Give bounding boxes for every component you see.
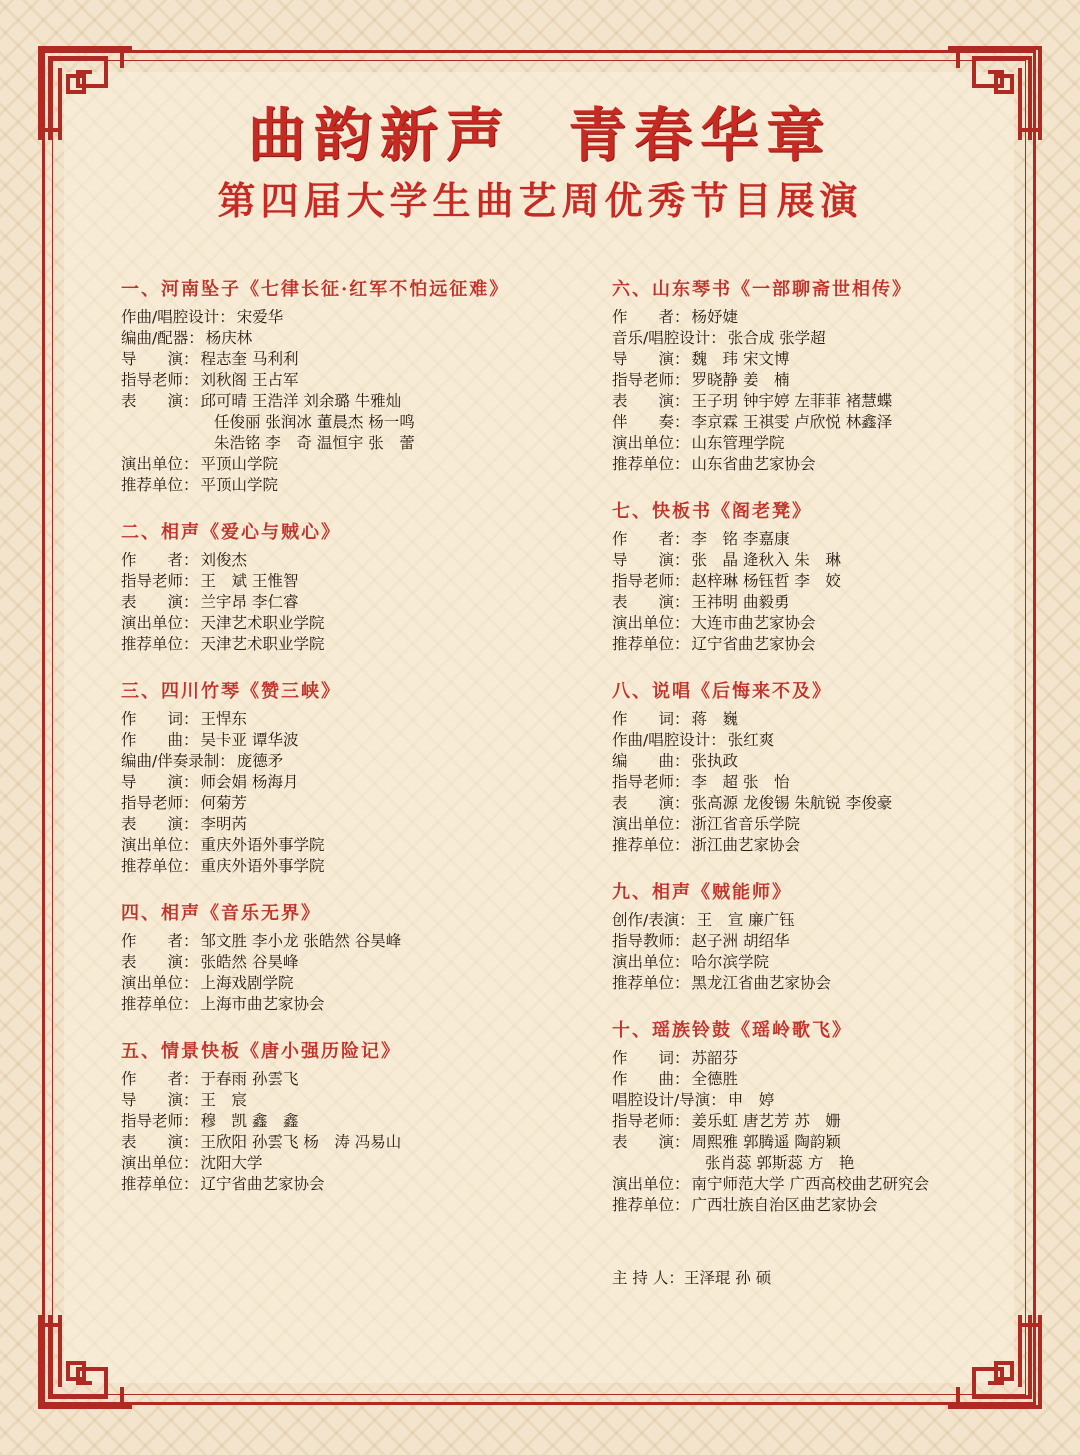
credit-value: 辽宁省曲艺家协会 — [691, 635, 816, 653]
program-block — [612, 678, 1042, 856]
credit-value: 浙江曲艺家协会 — [691, 836, 801, 854]
credit-value: 南宁师范大学 广西高校曲艺研究会 — [691, 1175, 929, 1193]
program-heading: 十、瑶族铃鼓《瑶岭歌飞》 — [612, 1020, 852, 1041]
credit-label: 推荐单位： — [121, 476, 199, 494]
poster-subtitle: 第四届大学生曲艺周优秀节目展演 — [217, 179, 863, 223]
credit-row — [121, 550, 551, 571]
credit-value: 邹文胜 李小龙 张皓然 谷昊峰 — [200, 932, 402, 950]
credit-value: 刘俊杰 — [200, 551, 248, 569]
credit-value: 姜乐虹 唐艺芳 苏 姗 — [691, 1112, 841, 1130]
credit-row — [612, 973, 1042, 994]
credit-label: 表 演： — [612, 392, 690, 410]
program-heading: 三、四川竹琴《赞三峡》 — [121, 681, 341, 702]
credit-value: 邱可晴 王浩洋 刘余璐 牛雅灿 — [200, 392, 402, 410]
credit-value: 王 宣 廉广钰 — [696, 911, 795, 929]
credit-value: 浙江省音乐学院 — [691, 815, 801, 833]
credit-label: 演出单位： — [121, 836, 199, 854]
credit-row — [121, 730, 551, 751]
credit-value: 杨庆林 — [205, 329, 253, 347]
credit-row — [121, 370, 551, 391]
program-heading: 六、山东琴书《一部聊斋世相传》 — [612, 279, 912, 300]
program-heading: 八、说唱《后悔来不及》 — [612, 681, 832, 702]
credit-value: 蒋 巍 — [691, 710, 739, 728]
credit-value: 全德胜 — [691, 1070, 739, 1088]
program-block — [612, 276, 1042, 475]
credit-row — [121, 454, 551, 475]
credit-value: 赵子洲 胡绍华 — [691, 932, 790, 950]
credit-label: 编 曲： — [612, 752, 690, 770]
credit-label: 作 词： — [121, 710, 199, 728]
credit-row — [121, 793, 551, 814]
program-heading: 四、相声《音乐无界》 — [121, 903, 321, 924]
credit-value: 李 超 张 怡 — [691, 773, 790, 791]
credit-value: 平顶山学院 — [200, 476, 279, 494]
credit-value: 张红爽 — [727, 731, 775, 749]
credit-label: 指导老师： — [121, 1112, 199, 1130]
credit-value: 哈尔滨学院 — [691, 953, 770, 971]
program-block — [121, 678, 551, 877]
credit-row — [612, 751, 1042, 772]
credit-value: 王祎明 曲毅勇 — [691, 593, 790, 611]
credit-label: 指导老师： — [121, 371, 199, 389]
credit-value: 上海市曲艺家协会 — [200, 995, 325, 1013]
credit-value: 张执政 — [691, 752, 739, 770]
credit-value: 王欣阳 孙雲飞 杨 涛 冯易山 — [200, 1133, 402, 1151]
credit-row — [612, 412, 1042, 433]
credit-value: 周熙雅 郭腾遥 陶韵颖 — [691, 1133, 841, 1151]
program-column-right — [612, 276, 1042, 1239]
credit-row — [121, 412, 551, 433]
credit-label: 推荐单位： — [121, 635, 199, 653]
credit-row — [121, 1069, 551, 1090]
credit-value: 赵梓琳 杨钰哲 李 姣 — [691, 572, 841, 590]
credit-row — [612, 1048, 1042, 1069]
credit-row — [612, 307, 1042, 328]
credit-row — [121, 835, 551, 856]
credit-row — [612, 952, 1042, 973]
credit-label: 演出单位： — [612, 953, 690, 971]
credit-row — [612, 391, 1042, 412]
credit-row — [612, 1195, 1042, 1216]
credit-row — [121, 814, 551, 835]
program-heading: 一、河南坠子《七律长征·红军不怕远征难》 — [121, 279, 510, 300]
credit-value: 王悍东 — [200, 710, 248, 728]
credit-row — [121, 994, 551, 1015]
credit-row — [121, 1153, 551, 1174]
credit-label: 指导老师： — [612, 371, 690, 389]
credit-value: 兰宇昂 李仁睿 — [200, 593, 299, 611]
credit-label: 指导老师： — [121, 572, 199, 590]
poster-title: 曲韵新声 青春华章 — [247, 101, 833, 169]
credit-row — [121, 1090, 551, 1111]
credit-label: 推荐单位： — [612, 974, 690, 992]
program-block — [121, 519, 551, 655]
credit-label: 演出单位： — [612, 434, 690, 452]
credit-row — [121, 433, 551, 454]
credit-row — [121, 1174, 551, 1195]
credit-label: 推荐单位： — [612, 836, 690, 854]
credit-row — [612, 1069, 1042, 1090]
credit-value: 黑龙江省曲艺家协会 — [691, 974, 832, 992]
credit-value: 张高源 龙俊锡 朱航锐 李俊豪 — [691, 794, 893, 812]
program-block — [121, 900, 551, 1015]
credit-label: 作 者： — [612, 308, 690, 326]
credit-label: 表 演： — [612, 593, 690, 611]
credit-label: 导 演： — [121, 773, 199, 791]
credit-value: 张皓然 谷昊峰 — [200, 953, 299, 971]
credit-row — [612, 1132, 1042, 1153]
credit-label: 导 演： — [121, 350, 199, 368]
credit-value: 苏韶芬 — [691, 1049, 739, 1067]
host-line — [612, 1268, 771, 1289]
credit-row — [612, 1090, 1042, 1111]
credit-label: 表 演： — [121, 392, 199, 410]
credit-label: 作 者： — [121, 932, 199, 950]
credit-value: 申 婷 — [727, 1091, 775, 1109]
program-block — [612, 1017, 1042, 1216]
credit-label: 指导教师： — [612, 932, 690, 950]
credit-row — [121, 349, 551, 370]
credit-label: 指导老师： — [612, 1112, 690, 1130]
credit-row — [612, 370, 1042, 391]
credit-label: 导 演： — [612, 551, 690, 569]
program-column-left — [121, 276, 551, 1218]
program-block — [612, 879, 1042, 994]
credit-label: 作 曲： — [612, 1070, 690, 1088]
credit-value: 天津艺术职业学院 — [200, 614, 325, 632]
credit-value: 广西壮族自治区曲艺家协会 — [691, 1196, 878, 1214]
credit-row — [612, 634, 1042, 655]
credit-label: 推荐单位： — [121, 857, 199, 875]
credit-label: 演出单位： — [612, 614, 690, 632]
credit-row — [121, 391, 551, 412]
credit-value: 于春雨 孙雲飞 — [200, 1070, 299, 1088]
credit-row — [121, 772, 551, 793]
credit-label: 推荐单位： — [121, 995, 199, 1013]
credit-value: 魏 玮 宋文博 — [691, 350, 790, 368]
credit-label: 表 演： — [121, 953, 199, 971]
credit-value: 天津艺术职业学院 — [200, 635, 325, 653]
fret-corner-ornament — [944, 1311, 1044, 1411]
credit-value: 山东管理学院 — [691, 434, 785, 452]
credit-row — [612, 454, 1042, 475]
credit-label: 指导老师： — [121, 794, 199, 812]
program-heading: 五、情景快板《唐小强历险记》 — [121, 1041, 401, 1062]
credit-value: 杨妤婕 — [691, 308, 739, 326]
credit-row — [121, 709, 551, 730]
credit-row — [612, 1111, 1042, 1132]
credit-row — [612, 613, 1042, 634]
credit-row — [612, 814, 1042, 835]
credit-label: 表 演： — [121, 593, 199, 611]
credit-row — [612, 931, 1042, 952]
credit-value: 程志奎 马利利 — [200, 350, 299, 368]
credit-row — [612, 349, 1042, 370]
credit-row — [612, 328, 1042, 349]
credit-value: 王子玥 钟宇婷 左菲菲 褚慧蝶 — [691, 392, 893, 410]
credit-row — [612, 529, 1042, 550]
credit-value: 重庆外语外事学院 — [200, 836, 325, 854]
credit-label: 推荐单位： — [612, 455, 690, 473]
program-block — [121, 1038, 551, 1195]
credit-label: 作 曲： — [121, 731, 199, 749]
credit-value: 王 宸 — [200, 1091, 248, 1109]
credit-row — [612, 571, 1042, 592]
credit-label: 编曲/配器： — [121, 329, 204, 347]
credit-label: 表 演： — [121, 1133, 199, 1151]
credit-value: 刘秋阁 王占军 — [200, 371, 299, 389]
credit-label: 演出单位： — [121, 974, 199, 992]
credit-row — [121, 856, 551, 877]
credit-value: 李 铭 李嘉康 — [691, 530, 790, 548]
credit-value: 李京霖 王祺雯 卢欣悦 林鑫泽 — [691, 413, 893, 431]
credit-row — [121, 571, 551, 592]
credit-label: 伴 奏： — [612, 413, 690, 431]
credit-label: 创作/表演： — [612, 911, 695, 929]
credit-label: 作 者： — [612, 530, 690, 548]
credit-label: 编曲/伴奏录制： — [121, 752, 235, 770]
host-names: 王泽琨 孙 硕 — [683, 1269, 772, 1287]
credit-label: 演出单位： — [612, 1175, 690, 1193]
credit-value: 李明芮 — [200, 815, 248, 833]
credit-label: 作 词： — [612, 1049, 690, 1067]
credit-row — [121, 592, 551, 613]
credit-row — [612, 592, 1042, 613]
credit-label: 指导老师： — [612, 773, 690, 791]
credit-row — [121, 952, 551, 973]
credit-label: 作 者： — [121, 551, 199, 569]
credit-value: 朱浩铭 李 奇 温恒宇 张 蕾 — [214, 434, 415, 452]
credit-label: 推荐单位： — [612, 1196, 690, 1214]
credit-row — [121, 1111, 551, 1132]
program-heading: 七、快板书《阁老凳》 — [612, 501, 812, 522]
credit-label: 作曲/唱腔设计： — [612, 731, 726, 749]
credit-row — [612, 550, 1042, 571]
credit-value: 罗晓静 姜 楠 — [691, 371, 790, 389]
credit-value: 任俊丽 张润冰 董晨杰 杨一鸣 — [214, 413, 415, 431]
credit-label: 指导老师： — [612, 572, 690, 590]
credit-row — [121, 1132, 551, 1153]
credit-row — [121, 751, 551, 772]
credit-value: 宋爱华 — [236, 308, 284, 326]
credit-label: 作 词： — [612, 710, 690, 728]
credit-label: 作 者： — [121, 1070, 199, 1088]
credit-label: 演出单位： — [121, 614, 199, 632]
credit-value: 张肖蕊 郭斯蕊 方 艳 — [705, 1154, 855, 1172]
credit-row — [612, 730, 1042, 751]
credit-value: 沈阳大学 — [200, 1154, 263, 1172]
credit-label: 推荐单位： — [121, 1175, 199, 1193]
credit-label: 演出单位： — [121, 455, 199, 473]
credit-value: 山东省曲艺家协会 — [691, 455, 816, 473]
credit-row — [612, 1174, 1042, 1195]
credit-value: 张 晶 逄秋入 朱 琳 — [691, 551, 841, 569]
credit-label: 导 演： — [121, 1091, 199, 1109]
credit-row — [121, 613, 551, 634]
credit-row — [612, 433, 1042, 454]
host-label: 主 持 人： — [612, 1269, 684, 1287]
credit-row — [121, 634, 551, 655]
credit-row — [121, 931, 551, 952]
credit-value: 吴卡亚 谭华波 — [200, 731, 299, 749]
credit-row — [121, 475, 551, 496]
credit-value: 大连市曲艺家协会 — [691, 614, 816, 632]
fret-corner-ornament — [36, 1311, 136, 1411]
credit-label: 表 演： — [612, 794, 690, 812]
credit-row — [612, 709, 1042, 730]
credit-value: 辽宁省曲艺家协会 — [200, 1175, 325, 1193]
credit-value: 庞德矛 — [236, 752, 284, 770]
credit-label: 演出单位： — [121, 1154, 199, 1172]
credit-label: 表 演： — [121, 815, 199, 833]
credit-value: 何菊芳 — [200, 794, 248, 812]
credit-value: 王 斌 王惟智 — [200, 572, 299, 590]
credit-row — [612, 910, 1042, 931]
credit-row — [612, 793, 1042, 814]
credit-value: 师会娟 杨海月 — [200, 773, 299, 791]
credit-value: 重庆外语外事学院 — [200, 857, 325, 875]
program-heading: 九、相声《贼能师》 — [612, 882, 792, 903]
credit-row — [121, 307, 551, 328]
credit-label: 推荐单位： — [612, 635, 690, 653]
credit-label: 表 演： — [612, 1133, 690, 1151]
credit-row — [121, 973, 551, 994]
program-block — [612, 498, 1042, 655]
credit-label: 导 演： — [612, 350, 690, 368]
credit-row — [612, 835, 1042, 856]
credit-value: 张合成 张学超 — [727, 329, 826, 347]
program-heading: 二、相声《爱心与贼心》 — [121, 522, 341, 543]
credit-value: 穆 凯 鑫 鑫 — [200, 1112, 299, 1130]
credit-row — [612, 772, 1042, 793]
credit-label: 演出单位： — [612, 815, 690, 833]
credit-value: 平顶山学院 — [200, 455, 279, 473]
credit-row — [612, 1153, 1042, 1174]
credit-value: 上海戏剧学院 — [200, 974, 294, 992]
credit-label: 音乐/唱腔设计： — [612, 329, 726, 347]
credit-label: 唱腔设计/导演： — [612, 1091, 726, 1109]
program-block — [121, 276, 551, 496]
credit-label: 作曲/唱腔设计： — [121, 308, 235, 326]
credit-row — [121, 328, 551, 349]
